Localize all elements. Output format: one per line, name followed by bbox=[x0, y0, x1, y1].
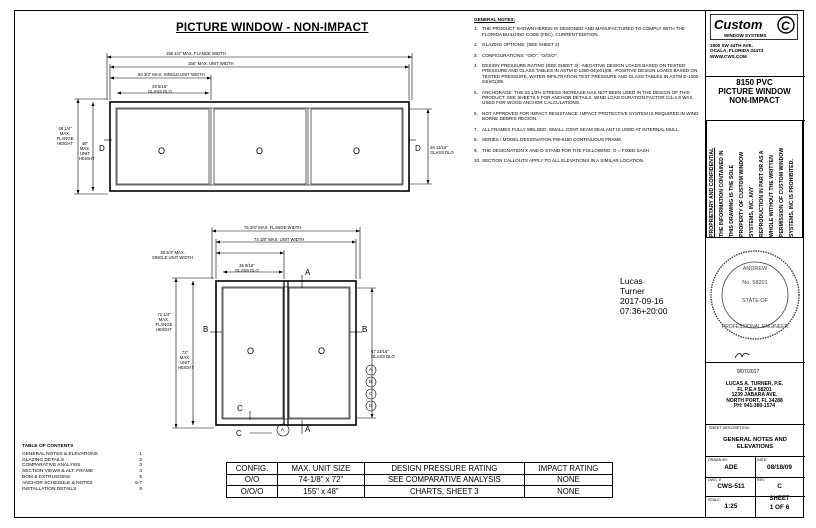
digital-signature: Lucas Turner 2017-09-16 07:36+20:00 bbox=[620, 276, 668, 316]
table-of-contents bbox=[22, 444, 142, 492]
note-item: 1. THE PRODUCT SHOWN HEREIN IS DESIGNED AND MANUFACTURED TO COMPLY WITH THE FLORIDA BUILDING CODE (FBC), CURRENT EDITION. bbox=[474, 26, 685, 37]
product-title: 8150 PVC PICTURE WINDOW NON-IMPACT bbox=[718, 78, 791, 105]
bottom-flange-width: 75 3/4" MAX. FLANGE WIDTH bbox=[244, 225, 302, 230]
confidential-heading: PROPRIETARY AND CONFIDENTIAL bbox=[709, 147, 715, 237]
confidential-line: WHOLE WITHOUT THE WRITTEN bbox=[769, 155, 775, 237]
company-address: 1900 SW 44TH AVE. OCALA, FLORIDA 34474 WWW.CWS.COM bbox=[710, 43, 764, 59]
section-b-left: B bbox=[203, 325, 209, 334]
table-row: O/O 74-1/8" x 72" SEE COMPARATIVE ANALYSIS NONE bbox=[227, 474, 613, 486]
bottom-inner-frame bbox=[222, 287, 350, 419]
svg-text:STATE OF: STATE OF bbox=[741, 298, 769, 304]
engineer-info: LUCAS A. TURNER, P.E. FL P.E.# 58201 1239 JABARA AVE. NORTH PORT, FL 34288 PH: 941-380-1574 bbox=[725, 381, 784, 410]
confidential-line: THE INFORMATION CONTAINED IN bbox=[719, 150, 725, 237]
top-flange-height: 48 1/4" MAX. FLANGE HEIGHT bbox=[56, 126, 74, 146]
sash-label: O bbox=[256, 146, 264, 156]
drawing-date: 08/18/09 bbox=[767, 464, 792, 471]
top-single-width: 50 3/4" MAX. SINGLE UNIT WIDTH bbox=[138, 72, 205, 77]
note-item: 5. ANCHORAGE: THE 33 1/3% STRESS INCREASE HAS NOT BEEN USED IN THE DESIGN OF THIS PRODUCT. SEE SHEETS 5 FOR ANCHOR DETAILS. WIND LOAD DURATION FACTOR Cd=1.6 WAS USED FOR WOOD ANCHOR CALCULATIONS. bbox=[474, 89, 693, 106]
svg-text:ANDREW: ANDREW bbox=[742, 266, 768, 272]
toc-row: GENERAL NOTES & ELEVATIONS 1 bbox=[22, 451, 142, 457]
section-a-top: A bbox=[305, 268, 311, 277]
toc-row: BOM & EXTRUSIONS 5 bbox=[22, 474, 142, 480]
section-a-bottom: A bbox=[305, 425, 311, 434]
general-notes-heading: GENERAL NOTES: bbox=[474, 17, 516, 22]
sheet-number: 1 OF 6 bbox=[769, 504, 790, 511]
sash-label: O bbox=[158, 146, 166, 156]
seal-date: 9/07/2017 bbox=[737, 369, 760, 375]
date-label: DATE: bbox=[757, 458, 768, 462]
confidential-line: PERMISSION OF CUSTOM WINDOW bbox=[779, 147, 785, 237]
sheet-label: SHEET bbox=[769, 496, 790, 502]
table-header-row: CONFIG. MAX. UNIT SIZE DESIGN PRESSURE RATING IMPACT RATING bbox=[227, 463, 613, 475]
drawing-title: PICTURE WINDOW - NON-IMPACT bbox=[176, 22, 369, 34]
svg-text:C: C bbox=[781, 19, 790, 33]
toc-row: COMPARATIVE ANALYSIS 3 bbox=[22, 463, 142, 469]
svg-text:Custom: Custom bbox=[714, 17, 763, 32]
bottom-unit-width: 74 1/8" MAX. UNIT WIDTH bbox=[254, 237, 305, 242]
section-d-left: D bbox=[99, 144, 105, 153]
note-item: 4. DESIGN PRESSURE RATING (SEE SHEET 3): -NEGATIVE DESIGN LOADS BASED ON TESTED PRESSURE AND GLASS TABLES IN ASTM E-1300-04(e01)08. -POSITIVE DESIGN LOADS BASED ON TESTED PRESSURE, WATER INFILTRATION TEST PRESSURE AND GLASS TABLES IN ASTM E-1300-04(e01)08. bbox=[474, 63, 700, 85]
confidential-line: REPRODUCTION IN PART OR AS A bbox=[759, 150, 765, 237]
confidential-line: SYSTEMS, INC. ANY bbox=[749, 186, 755, 237]
top-dlo-width: 49 5/16" GLASS DLO bbox=[148, 84, 172, 94]
revision: C bbox=[777, 483, 782, 490]
section-d-right: D bbox=[415, 144, 421, 153]
note-item: 3. CONFIGURATIONS: "O/O", "O/O/O". bbox=[474, 52, 558, 58]
configuration-table bbox=[226, 462, 613, 498]
dwg-number: CWS-511 bbox=[717, 483, 745, 490]
rev-label: REV bbox=[757, 478, 765, 482]
bottom-flange-height: 72 1/4" MAX. FLANGE HEIGHT bbox=[155, 312, 173, 332]
top-unit-height: 48" MAX. UNIT HEIGHT bbox=[79, 141, 95, 161]
top-unit-width: 155" MAX. UNIT WIDTH bbox=[188, 61, 234, 66]
company-logo bbox=[710, 14, 798, 40]
note-item: 9. THE DESIGNATION X AND O STAND FOR THE FOLLOWING: O = FIXED SASH bbox=[474, 147, 650, 153]
top-flange-width: 155 1/4" MAX. FLANGE WIDTH bbox=[166, 51, 226, 56]
toc-row: GLAZING DETAILS 2 bbox=[22, 457, 142, 463]
engineer-seal bbox=[708, 248, 802, 342]
table-row: O/O/O 155" x 48" CHARTS, SHEET 3 NONE bbox=[227, 486, 613, 498]
confidential-line: THIS DRAWING IS THE SOLE bbox=[729, 164, 735, 237]
toc-row: SECTION VIEWS & ALT. FRAME 4 bbox=[22, 469, 142, 475]
sash-label: O bbox=[318, 346, 326, 356]
note-item: 6. NOT APPROVED FOR IMPACT RESISTANCE. IMPACT PROTECTIVE SYSTEM IS REQUIRED IN WIND BORNE DEBRIS REGION. bbox=[474, 110, 699, 122]
callout-a: A bbox=[369, 367, 373, 372]
svg-text:No. 58201: No. 58201 bbox=[742, 280, 768, 286]
top-dlo-height: 46 13/16" GLASS DLO bbox=[430, 145, 454, 155]
sheet-description: GENERAL NOTES AND ELEVATIONS bbox=[723, 437, 787, 450]
svg-text:WINDOW SYSTEMS: WINDOW SYSTEMS bbox=[724, 33, 767, 38]
confidential-line: PROPERTY OF CUSTOM WINDOW bbox=[739, 151, 745, 237]
toc-heading: TABLE OF CONTENTS bbox=[22, 444, 74, 449]
confidential-line: SYSTEMS, INC IS PROHIBITED. bbox=[789, 159, 795, 237]
callout-c: C bbox=[369, 391, 373, 396]
section-c-upper: C bbox=[237, 404, 243, 413]
sheet-description-label: SHEET DESCRIPTION: bbox=[709, 426, 750, 430]
sash-label: O bbox=[247, 346, 255, 356]
scale-label: SCALE: bbox=[708, 498, 721, 502]
note-item: 10. SECTION CALLOUTS APPLY TO ALL ELEVATIONS IN A SIMILAR LOCATION. bbox=[474, 157, 645, 163]
section-c-lower: C bbox=[236, 429, 242, 438]
signature-mark bbox=[734, 350, 750, 360]
section-b-right: B bbox=[362, 325, 368, 334]
note-item: 7. ALL FRAMES FULLY WELDED. SMALL JOINT SEAM SEALANT IS USED AT INTERNAL MULL. bbox=[474, 126, 680, 132]
dwg-label: DWG. # bbox=[708, 478, 721, 482]
scale: 1:25 bbox=[724, 503, 738, 510]
toc-row: ANCHOR SCHEDULE & NOTES 5-7 bbox=[22, 480, 142, 486]
confidential-box bbox=[706, 120, 803, 238]
callout-d: D bbox=[369, 403, 373, 408]
bottom-single-width: 38 3/4" MAX. SINGLE UNIT WIDTH bbox=[152, 250, 194, 260]
callout-mull: A bbox=[281, 427, 285, 432]
note-item: 8. SERIES / MODEL DESIGNATION PW-8150 CONTINUOUS FRAME. bbox=[474, 137, 623, 143]
bottom-dlo-width: 36 9/16" GLASS DLO bbox=[235, 263, 259, 273]
bottom-dlo-height: 67 13/16" GLASS DLO bbox=[371, 349, 395, 359]
drawn-by-label: DRAWN BY: bbox=[708, 458, 729, 462]
bottom-unit-height: 72" MAX. UNIT HEIGHT bbox=[178, 350, 194, 370]
note-item: 2. GLAZING OPTIONS: (SEE SHEET 2) bbox=[474, 42, 560, 48]
callout-b: B bbox=[369, 379, 373, 384]
drawn-by: ADE bbox=[724, 464, 738, 471]
sash-label: O bbox=[353, 146, 361, 156]
svg-text:PROFESSIONAL ENGINEER: PROFESSIONAL ENGINEER bbox=[721, 324, 789, 330]
toc-row: INSTALLATION DETAILS 8 bbox=[22, 486, 142, 492]
